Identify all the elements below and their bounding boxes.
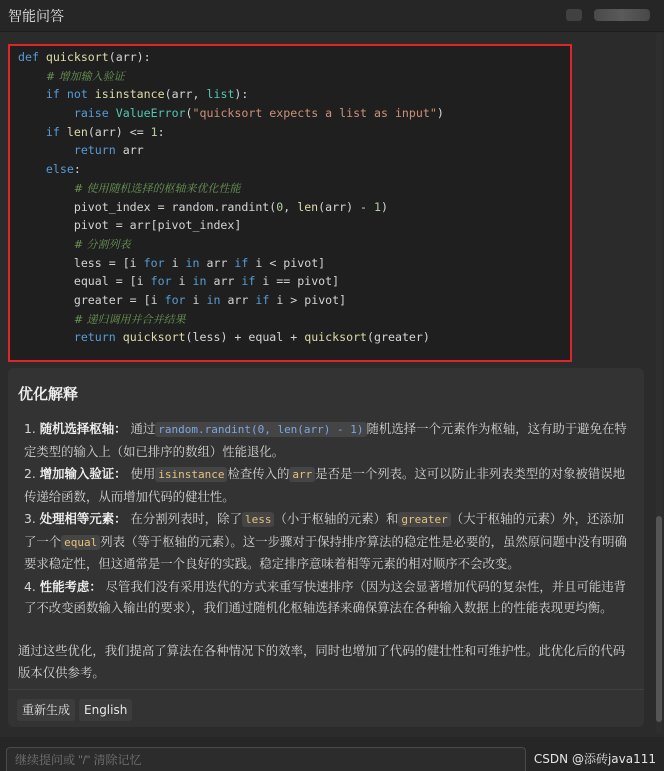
code-token: ) (381, 199, 388, 214)
regenerate-button[interactable]: 重新生成 (17, 699, 75, 721)
inline-code: equal (61, 535, 100, 550)
code-token: (arr) - (318, 199, 375, 214)
code-token: greater = [i (18, 292, 165, 307)
code-token: ( (185, 106, 193, 121)
code-token: def (18, 50, 46, 64)
blurred-icon (566, 9, 582, 21)
code-token: if (255, 292, 277, 307)
explanation-item (24, 463, 632, 507)
explanation-item (24, 418, 632, 462)
item-text: 随机选择一个元素作为枢轴，这有助于避免在特定类型的输入上（如已排序的数组）性能退化。 (24, 421, 627, 459)
watermark: CSDN @添砖java111 (533, 752, 656, 766)
code-token (18, 181, 74, 195)
code-token: raise (73, 106, 116, 121)
code-token (18, 330, 74, 344)
code-token: for (150, 274, 179, 289)
code-token: return (73, 143, 123, 158)
code-token (18, 106, 74, 120)
code-token: (arr, (164, 87, 207, 102)
english-button[interactable]: English (79, 699, 132, 721)
item-text: （小于枢轴的元素）和 (274, 511, 399, 526)
code-token: isinstance (94, 87, 165, 102)
code-token: ValueError (115, 106, 186, 121)
code-token: 1 (374, 199, 381, 214)
code-line (18, 291, 558, 310)
code-token: in (185, 255, 207, 270)
code-token (18, 162, 46, 176)
code-token: else (45, 162, 74, 177)
explanation-item (24, 508, 632, 575)
section-title: 优化解释 (18, 385, 79, 403)
item-heading: 处理相等元素： (39, 511, 127, 526)
code-token: # 使用随机选择的枢轴来优化性能 (73, 181, 241, 195)
code-token: (arr) <= (87, 124, 151, 139)
code-token: i (178, 274, 193, 289)
code-token: if not (45, 87, 95, 102)
explanation-list (24, 418, 632, 620)
code-token: if (45, 124, 67, 139)
code-token: i > pivot] (276, 292, 347, 307)
item-text: 列表（等于枢轴的元素）。这一步骤对于保持排序算法的稳定性是必要的，虽然原问题中没有明确要求稳定性，但这通常是一个良好的实践。稳定排序意味着相等元素的相对顺序不会改变。 (24, 533, 627, 571)
code-token: quicksort (122, 330, 186, 345)
scrollbar-thumb[interactable] (656, 516, 662, 722)
code-token: # 增加输入验证 (45, 69, 125, 83)
chat-input[interactable] (6, 747, 526, 771)
item-heading: 随机选择枢轴： (39, 421, 127, 436)
code-token: pivot_index = random.randint( (18, 199, 277, 214)
code-token: return (73, 330, 123, 345)
item-number: 3. (24, 511, 40, 526)
code-token: arr (227, 292, 256, 307)
code-token: i (171, 255, 186, 270)
code-token: equal = [i (18, 274, 151, 289)
code-line (18, 104, 558, 123)
item-number: 2. (24, 466, 40, 481)
code-token: less = [i (18, 255, 144, 270)
code-line (18, 141, 558, 160)
code-token: "quicksort expects a list as input" (192, 106, 437, 121)
inline-code: greater (398, 512, 450, 527)
item-text: 是否是一个列表。这可以防止非列表类型的对象被错误地传递给函数，从而增加代码的健壮性。 (24, 466, 626, 504)
code-line (18, 254, 558, 273)
code-token: pivot = arr[pivot_index] (18, 218, 242, 233)
inline-code: less (242, 512, 275, 527)
item-text: 通过 (126, 421, 156, 436)
item-number: 1. (24, 421, 40, 436)
item-text: 使用 (126, 466, 156, 481)
top-bar (0, 0, 664, 32)
code-token: (less) + equal + (185, 330, 305, 345)
item-text: 尽管我们没有采用迭代的方式来重写快速排序（因为这会显著增加代码的复杂性，并且可能违背了不改变函数输入输出的要求），我们通过随机化枢轴选择来确保算法在各种输入数据上的性能表现更均衡。 (24, 578, 627, 615)
code-token: # 分割列表 (73, 237, 131, 251)
code-token: list (206, 87, 235, 102)
code-token: quicksort (45, 50, 109, 64)
code-token: quicksort (304, 330, 368, 345)
code-token: : (157, 124, 165, 139)
item-number: 4. (24, 578, 40, 594)
item-heading: 增加输入验证： (39, 466, 127, 481)
code-token: for (143, 255, 172, 270)
code-line (18, 160, 558, 179)
item-text: 检查传入的 (227, 466, 290, 481)
code-line (18, 310, 558, 329)
code-token (18, 125, 46, 139)
code-token (18, 312, 74, 326)
code-token: for (164, 292, 193, 307)
divider (8, 689, 644, 690)
item-text: （大于枢轴的元素）外，还添加了一个 (24, 511, 625, 549)
code-line (18, 67, 558, 86)
code-token: ) (436, 106, 444, 121)
code-line (18, 179, 558, 198)
code-line (18, 235, 558, 254)
code-token: (arr): (108, 50, 151, 64)
code-token: arr (206, 255, 235, 270)
inline-code: random.randint(0, len(arr) - 1) (155, 422, 366, 437)
code-token: (greater) (367, 330, 430, 345)
code-line (18, 123, 558, 142)
code-token (18, 143, 74, 157)
code-token (18, 237, 74, 251)
code-token: 0 (276, 199, 284, 214)
code-token: i (192, 292, 207, 307)
code-token (18, 87, 46, 101)
inline-code: arr (289, 467, 315, 482)
code-token: i == pivot] (262, 274, 340, 289)
code-line (18, 198, 558, 217)
code-token: , (283, 199, 298, 214)
code-line (18, 328, 558, 347)
code-line (18, 216, 558, 235)
code-token: # 递归调用并合并结果 (73, 312, 186, 326)
code-token: arr (213, 274, 242, 289)
code-line (18, 272, 558, 291)
code-token: len (66, 124, 88, 139)
code-token: : (73, 162, 81, 177)
code-token (18, 69, 46, 83)
code-token: in (206, 292, 228, 307)
blurred-account-area (594, 9, 650, 21)
code-line (18, 48, 558, 67)
code-token: arr (122, 143, 144, 158)
code-token: if (241, 274, 263, 289)
panel-title: 智能问答 (8, 9, 64, 25)
code-token: i < pivot] (255, 255, 326, 270)
code-token: len (297, 199, 319, 214)
explanation-item (24, 576, 632, 619)
summary-text: 通过这些优化，我们提高了算法在各种情况下的效率，同时也增加了代码的健壮性和可维护性。此优化后的代码版本仅供参考。 (18, 643, 626, 680)
code-line (18, 85, 558, 104)
code-token: ): (234, 87, 249, 102)
inline-code: isinstance (155, 467, 227, 482)
code-token: 1 (150, 124, 158, 139)
item-text: 在分割列表时，除了 (126, 511, 242, 526)
code-token: in (192, 274, 214, 289)
code-block (18, 48, 558, 347)
code-token: if (234, 255, 256, 270)
item-heading: 性能考虑： (39, 578, 102, 594)
